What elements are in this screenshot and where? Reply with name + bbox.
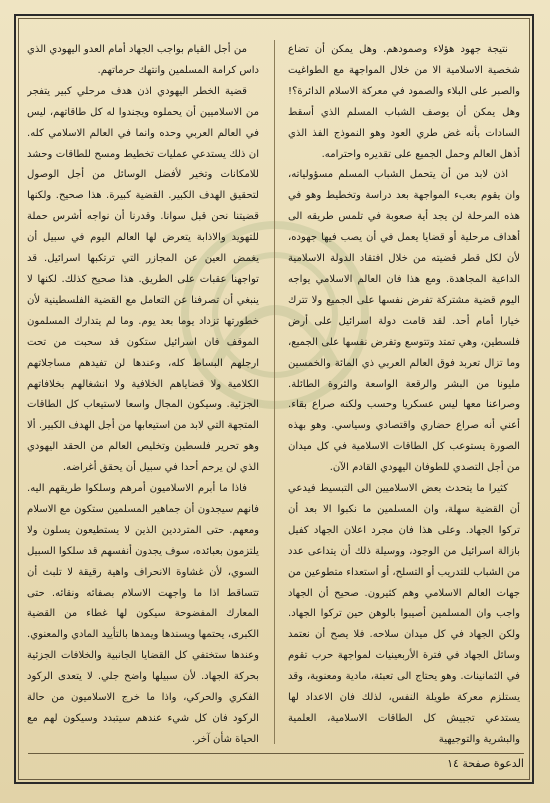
footer-page-label: الدعوة صفحة ١٤ — [447, 757, 524, 770]
page-footer — [28, 753, 524, 777]
article-column-right — [288, 40, 520, 746]
paragraph: من أجل القيام بواجب الجهاد أمام العدو اليهودي الذي داس كرامة المسلمين وانتهك حرماتهم. — [27, 44, 259, 76]
paragraph: قضية الخطر اليهودي اذن هدف مرحلي كبير يتفجر من الاسلاميين أن يحملوه ويجندوا له كل طاقاتهم، ليس في العالم العربي وحده وانما في العالم الاسلامي كله. ان ذلك يستدعي عمليات تخطيط ومسح للطاقات وحشد للامكانات وتخير لأفضل الوسائل من أجل الوصول لتحقيق الهدف الكبير. القضية كبيرة. هذا صحيح. ولكنها قضيتنا نحن قبل سوانا. وقدرنا أن نواجه أشرس حملة للتهويد والاذابة يتعرض لها العالم اليوم في سبيل أن يغمض العين عن المجازر التي ترتكبها اسرائيل. قد تواجهنا عقبات على الطريق. هذا صحيح كذلك. لكنها لا ينبغي أن تصرفنا عن التعامل مع القضية الفلسطينية لأن خطورتها تزداد يوما بعد يوم. وما لم يتدارك المسلمون الموقف فان اسرائيل ستكون قد سحبت من تحت ارجلهم البساط كله، وعندها لن تفيدهم مساجلاتهم الكلامية ولا قضاياهم الخلافية ولا انشغالهم بخلافاتهم الجزئية. وسيكون المجال واسعا لاستيعاب كل الطاقات المتجهة التي لابد من استيعابها من أجل الهدف الكبير. ألا وهو تحرير فلسطين وتخليص العالم من الحقد اليهودي الذي لن يرحم أحدا في سبيل أن يحقق أغراضه. — [27, 85, 259, 474]
column-divider — [274, 40, 275, 744]
paragraph: كثيرا ما يتحدث بعض الاسلاميين الى التبسيط فيدعي أن القضية سهلة، وان المسلمين ما نكبوا الا بعد أن تركوا الجهاد. وعلى هذا فان مجرد اعلان الجهاد كفيل بازالة اسرائيل من الوجود، ووسيلة ذلك أن يتداعى عدد من الشباب للتدريب أو التسلح، أو استعداء متطوعين من جهات العالم الاسلامي وهم كثيرون. صحيح أن الجهاد واجب وان المسلمين أصيبوا بالوهن حين تركوا الجهاد. ولكن الجهاد في كل ميدان سلاحه. فلا يصح أن نعتمد وسائل الجهاد في فترة الأربعينيات لمواجهة حرب تقوم في الثمانينات. وهو يحتاج الى تعبئة، مادية ومعنوية، وقد يستلزم معركة طويلة النفس، لذلك فان الاعداد لها يستدعي تجييش كل الطاقات الاسلامية، العلمية والبشرية والتوجيهية — [288, 483, 520, 745]
paragraph: فاذا ما أبرم الاسلاميون أمرهم وسلكوا طريقهم اليه. فانهم سيجدون أن جماهير المسلمين ستكون مع الاسلام ومعهم. حتى المترددين الذين لا يستطيعون يسلون ولا يلتزمون بعبائده، سوف يجدون أنفسهم قد سلكوا السبيل السوي، لأن غشاوة الانحراف واهية رقيقة لا تلبث أن تتساقط اذا ما واجهت الاسلام بصفائه ونقائه. حتى المعارك المفضوحة سيكون لها غطاء من القضية الكبرى، يحتمها ويسندها ويمدها بالتأييد المادي والمعنوي. وعندها ستختفي كل القضايا الجانبية والخلافات الجزئية بحركة الجهاد. لأن سبيلها واضح جلي. لا يتعدى الركود الفكري والحركي، واذا ما خرج الاسلاميون من حالة الركود فان كل شيء عندهم سيتبدد وسيكون لهم مع الحياة شأن آخر. — [27, 483, 259, 745]
article-column-left — [27, 40, 259, 746]
paragraph: اذن لابد من أن يتحمل الشباب المسلم مسؤولياته، وان يقوم بعبء المواجهة بعد دراسة وتخطيط وهو في هذه المرحلة لن يجد أية صعوبة في تلمس طريقه الى أهداف مرحلية أو قضايا يعمل في أن يصب فيها جهوده، لأن لكل قطر قضيته من خلال افتقاد الدولة الاسلامية الداعية المجاهدة. ومع هذا فان العالم الاسلامي يواجه اليوم قضية مشتركة تفرض نفسها على الجميع ولا تترك خيارا أمام أحد. لقد قامت دولة اسرائيل على أرض فلسطين، وهي تمتد وتتوسع وتفرض نفسها على الجميع، وما تزال تعربد فوق العالم العربي ذي المائة والخمسين مليونا من البشر والرقعة الواسعة والثروة الطائلة. وصراعنا معها ليس عسكريا وحسب ولكنه صراع بقاء. أعني أنه صراع حضاري واقتصادي وسياسي. وهو بهذه الصورة يستوعب كل الطاقات الاسلامية في كل ميدان من أجل التصدي للطوفان اليهودي القادم الآن. — [288, 169, 520, 474]
paragraph: نتيجة جهود هؤلاء وصمودهم. وهل يمكن أن تضاع شخصية الاسلامية الا من خلال المواجهة مع الطواغيت والصبر على البلاء والصمود في معركة الاسلام الدائرة؟! وهل يمكن أن يوصف الشباب المسلم الذي أسقط السادات بأنه غض طري العود وهو النموذج الفذ الذي أذهل العالم وحمل الجميع على تقديره واحترامه. — [288, 44, 520, 160]
